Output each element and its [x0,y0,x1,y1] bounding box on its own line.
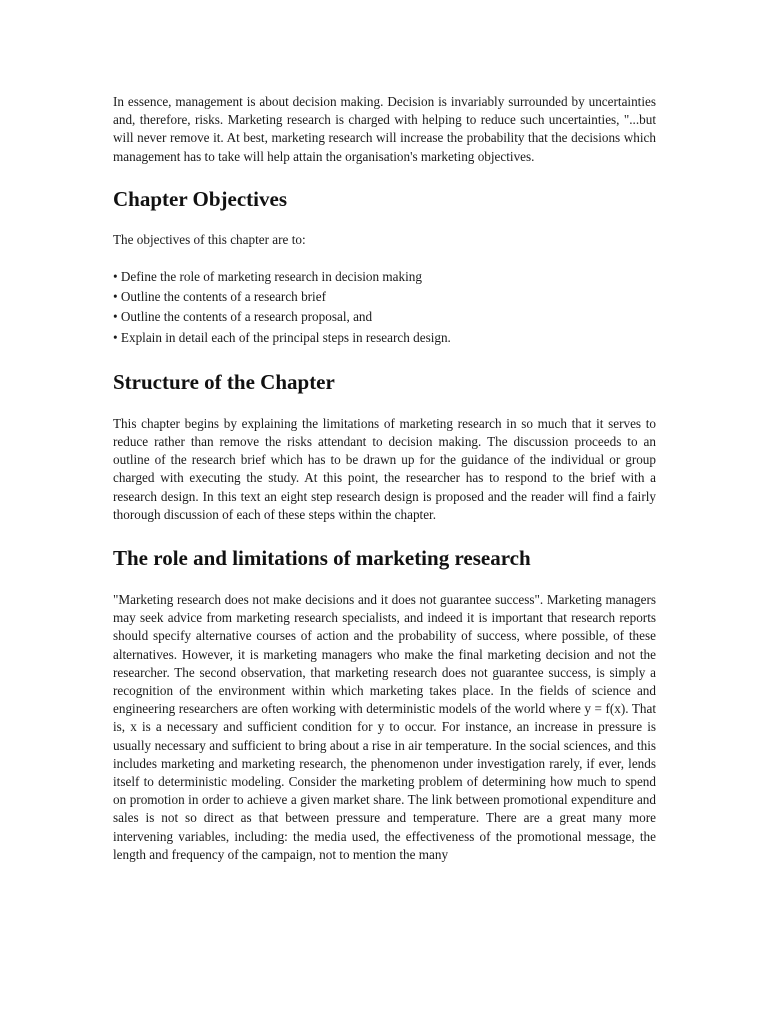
objectives-intro: The objectives of this chapter are to: [113,231,306,247]
intro-paragraph: In essence, management is about decision making. Decision is invariably surrounded by uncertainties and, therefore, risks. Marketing research is charged with helping to reduce such uncertainties, "...but will never remove it. At best, marketing research will increase the probability that the decisions which management has to take will help attain the organisation's marketing objectives. [113,94,656,164]
document-page [113,93,656,864]
objective-item: • Outline the contents of a research brief [113,289,326,305]
objective-item: • Define the role of marketing research in decision making [113,269,422,285]
role-heading: The role and limitations of marketing research [113,546,531,571]
objective-item: • Outline the contents of a research proposal, and [113,309,373,325]
chapter-objectives-heading: Chapter Objectives [113,186,287,211]
role-paragraph: "Marketing research does not make decisions and it does not guarantee success". Marketing managers may seek advice from marketing research specialists, and indeed it is important that research reports should specify alternative courses of action and the probability of success, where possible, of these alternatives. However, it is marketing managers who make the final marketing decision and not the researcher. The second observation, that marketing research does not guarantee success, is simply a recognition of the environment within which marketing takes place. In the fields of science and engineering researchers are often working with deterministic models of the world where y = f(x). That is, x is a necessary and sufficient condition for y to occur. For instance, an increase in pressure is usually necessary and sufficient to bring about a rise in air temperature. In the social sciences, and this includes marketing and marketing research, the phenomenon under investigation rarely, if ever, lends itself to deterministic modeling. Consider the marketing problem of determining how much to spend on promotion in order to achieve a given market share. The link between promotional expenditure and sales is not so direct as that between pressure and temperature. There are a great many more intervening variables, including: the media used, the effectiveness of the promotional message, the length and frequency of the campaign, not to mention the many [113,592,656,862]
objectives-list [113,267,656,348]
objective-item: • Explain in detail each of the principal steps in research design. [113,329,451,345]
structure-paragraph: This chapter begins by explaining the limitations of marketing research in so much that it serves to reduce rather than remove the risks attendant to decision making. The discussion proceeds to an outline of the research brief which has to be drawn up for the guidance of the individual or group charged with executing the study. At this point, the researcher has to respond to the brief with a research design. In this text an eight step research design is proposed and the reader will find a fairly thorough discussion of each of these steps within the chapter. [113,415,656,522]
structure-heading: Structure of the Chapter [113,369,335,394]
